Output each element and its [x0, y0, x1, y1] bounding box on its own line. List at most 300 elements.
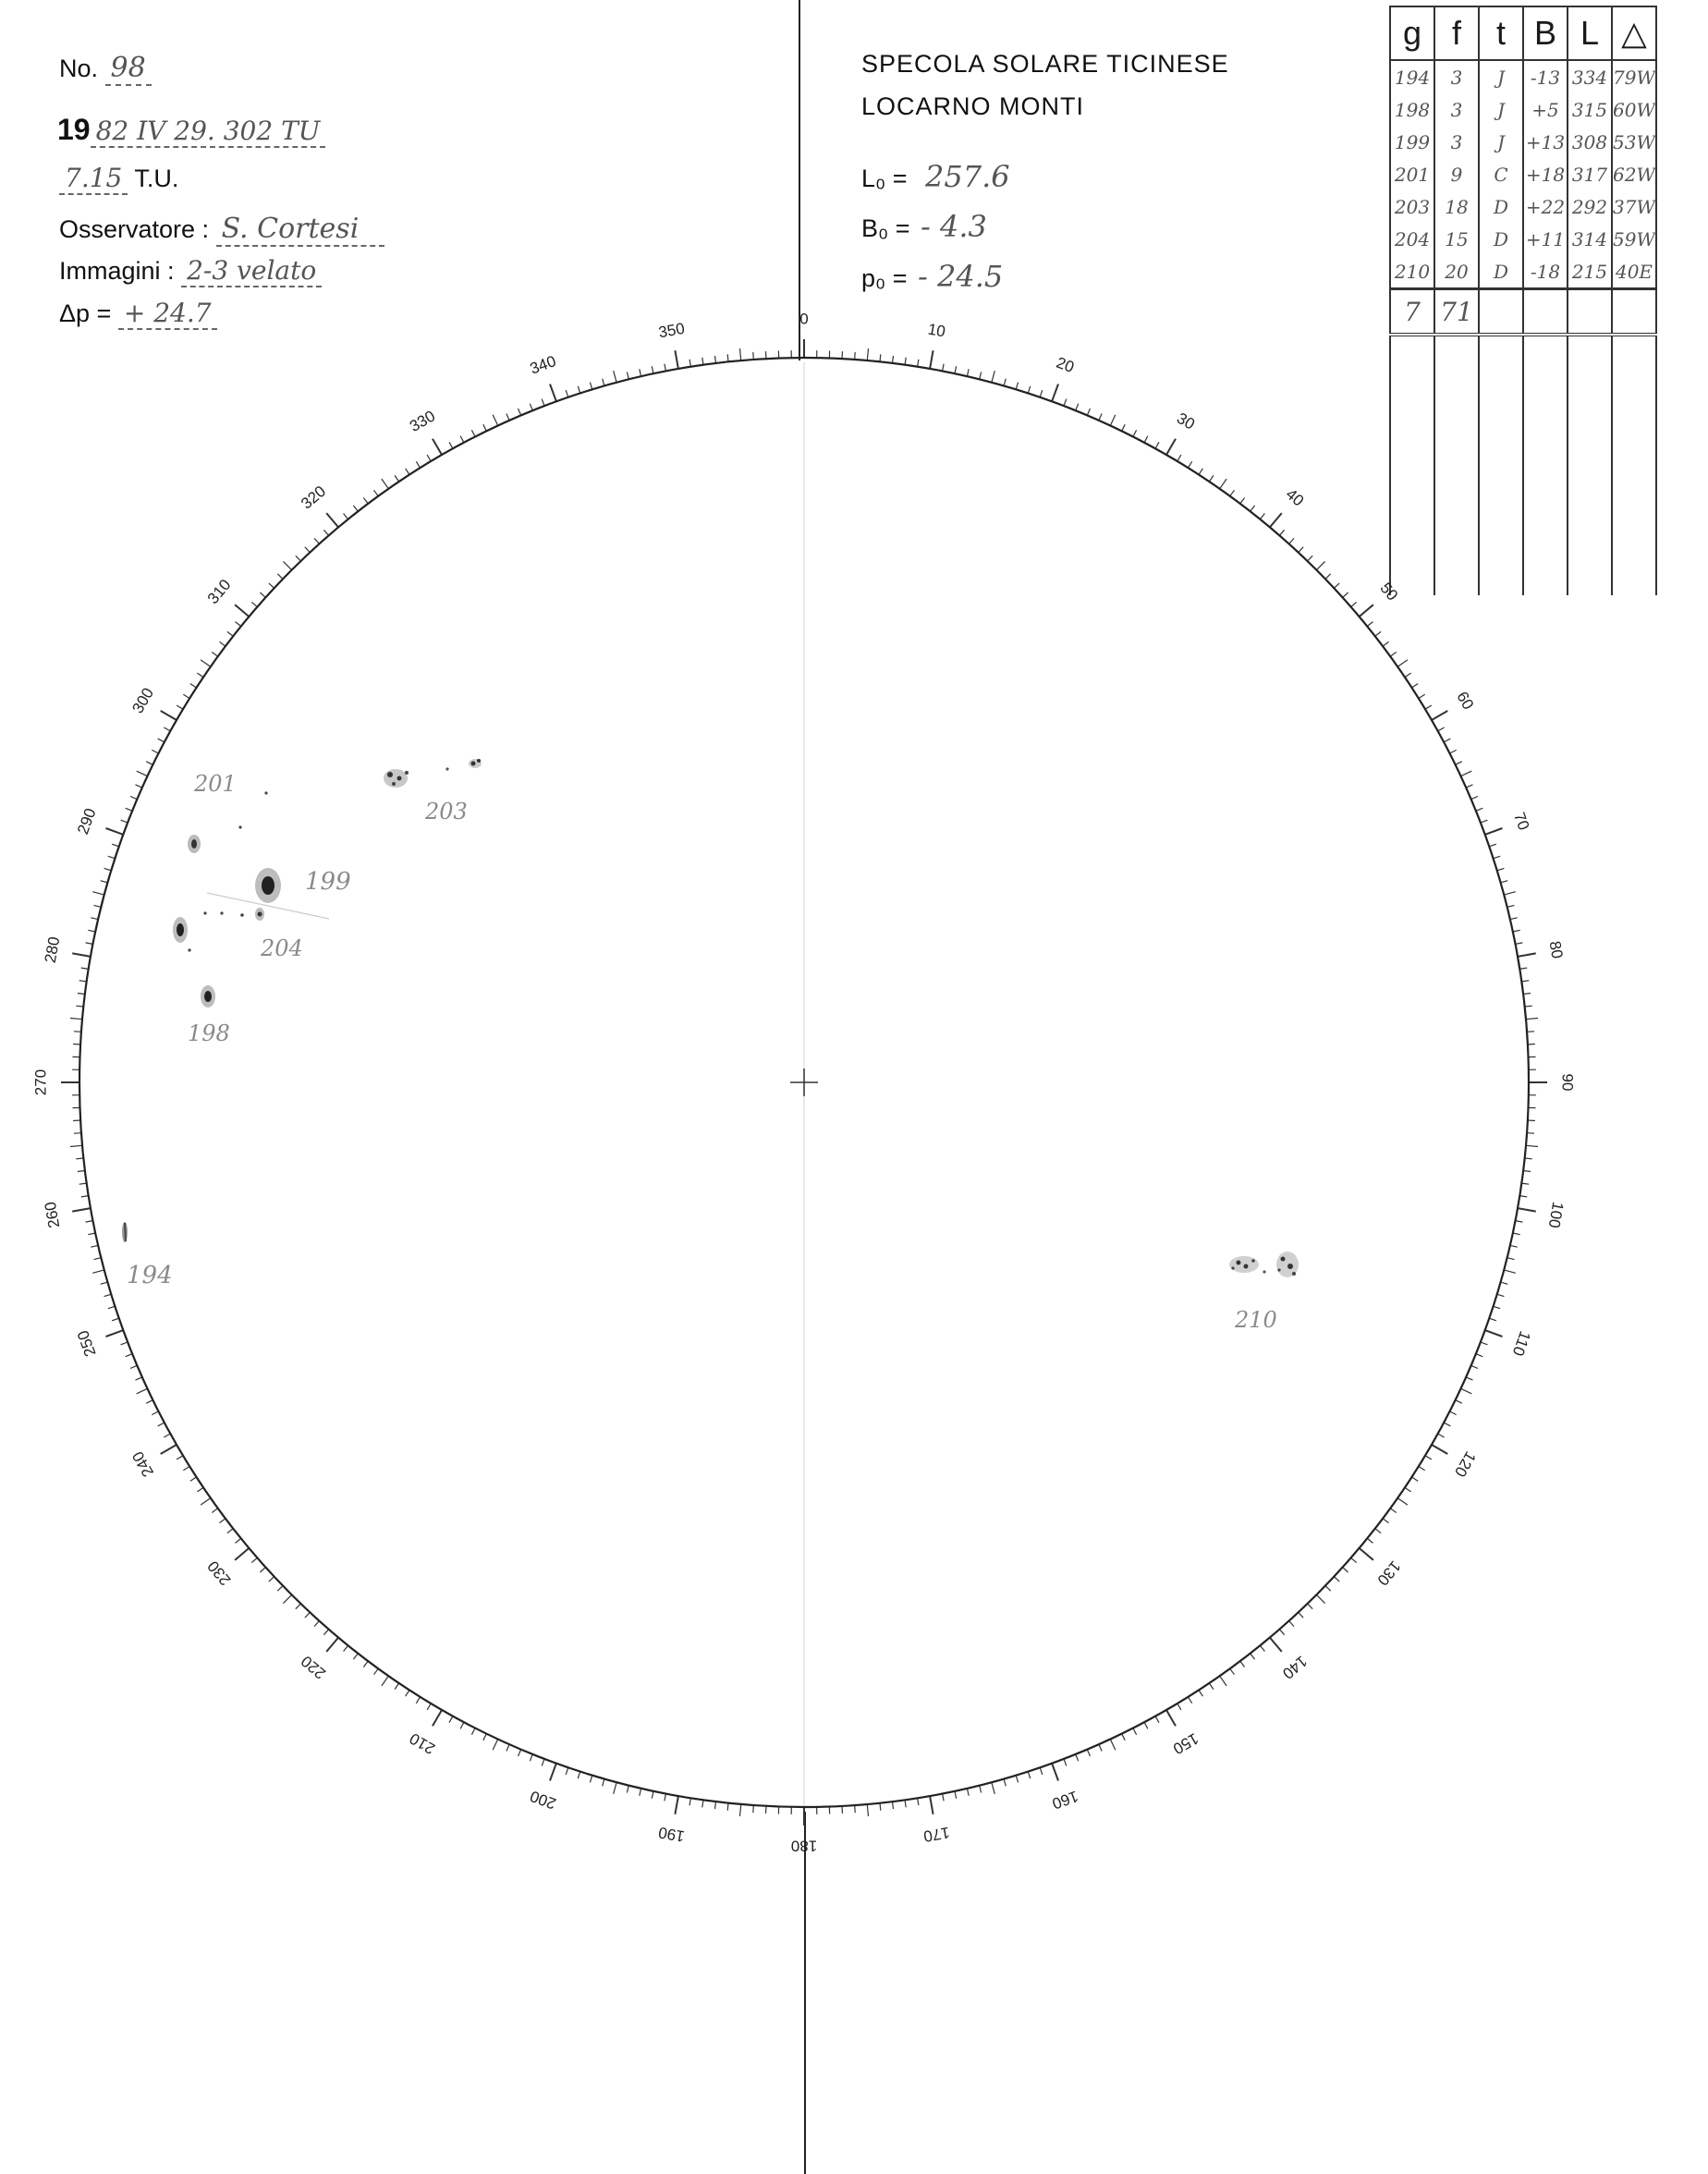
dial-tick	[235, 1548, 249, 1560]
record-number-value: 98	[105, 52, 152, 86]
dial-tick	[842, 351, 843, 359]
dial-tick	[518, 409, 521, 415]
dial-tick	[1450, 1411, 1457, 1415]
dial-tick	[70, 1019, 82, 1020]
dial-tick	[880, 1803, 881, 1811]
dial-tick	[1419, 1467, 1425, 1471]
dial-tick	[1189, 461, 1192, 468]
dial-tick	[1064, 399, 1067, 407]
dial-tick	[76, 1158, 83, 1159]
dial-tick	[101, 881, 108, 883]
dial-tick	[136, 1377, 142, 1380]
dial-tick	[305, 1612, 310, 1618]
dial-tick	[449, 1716, 453, 1723]
dial-tick	[955, 1791, 957, 1799]
col-header-L: L	[1568, 6, 1612, 60]
dial-tick	[1489, 844, 1496, 847]
center-cross	[790, 1069, 818, 1096]
dial-tick	[905, 1800, 906, 1807]
dial-tick	[201, 660, 211, 666]
dial-tick	[918, 360, 919, 367]
dial-tick	[326, 513, 338, 527]
dial-tick	[1220, 1676, 1226, 1686]
dial-tick	[1260, 1645, 1264, 1651]
dial-tick	[74, 1133, 81, 1134]
dial-tick	[1444, 739, 1450, 742]
dial-tick	[727, 1803, 728, 1811]
dial-tick	[433, 439, 442, 455]
dial-tick	[627, 373, 628, 380]
dial-tick	[1189, 1697, 1192, 1704]
dial-tick	[603, 379, 604, 386]
dial-tick	[753, 1805, 754, 1813]
dial-tick	[72, 1208, 91, 1212]
dial-tick	[197, 673, 203, 678]
table-cell: 315	[1568, 93, 1612, 126]
dial-label: 250	[74, 1327, 100, 1360]
dial-tick	[1397, 1498, 1408, 1505]
dial-tick	[94, 905, 102, 907]
dial-tick	[652, 366, 653, 373]
dial-tick	[980, 1786, 982, 1793]
dial-tick	[91, 1245, 98, 1247]
dial-tick	[108, 1306, 116, 1308]
param-p0: p₀ = - 24.5	[861, 259, 1004, 294]
dial-tick	[590, 383, 592, 390]
dial-tick	[1519, 968, 1527, 969]
dial-label: 210	[406, 1728, 439, 1758]
table-cell: -18	[1523, 255, 1568, 289]
dial-tick	[136, 785, 142, 788]
dial-tick	[1432, 1445, 1447, 1454]
dial-tick	[1494, 856, 1501, 858]
images-line: Immagini : 2-3 velato	[59, 255, 322, 287]
dial-tick	[92, 1270, 104, 1273]
dial-tick	[880, 354, 881, 361]
dial-tick	[269, 583, 274, 588]
dial-tick	[1087, 1750, 1090, 1756]
param-L0: L₀ = 257.6	[861, 159, 1010, 194]
dial-tick	[1471, 797, 1478, 800]
dial-label: 160	[1049, 1787, 1081, 1813]
dial-tick	[955, 366, 957, 373]
dial-tick	[72, 953, 91, 957]
dial-tick	[1144, 1722, 1148, 1728]
dial-tick	[126, 808, 132, 811]
images-value: 2-3 velato	[181, 255, 322, 287]
dial-tick	[715, 356, 716, 363]
dial-tick	[353, 506, 358, 511]
group-label-194: 194	[127, 1262, 173, 1289]
dial-tick	[1432, 711, 1447, 720]
dial-tick	[1016, 383, 1018, 390]
param-B0: B₀ = - 4.3	[861, 209, 987, 244]
group-label-203: 203	[425, 799, 468, 824]
table-cell: 308	[1568, 126, 1612, 158]
dial-tick	[740, 1804, 741, 1816]
table-cell: 37W	[1612, 190, 1656, 223]
dial-tick	[930, 1796, 933, 1814]
dial-tick	[702, 1800, 703, 1807]
table-cell: 40E	[1612, 255, 1656, 289]
table-cell: D	[1479, 255, 1523, 289]
dial-tick	[1497, 1294, 1505, 1296]
dial-tick	[112, 844, 119, 847]
dial-tick	[91, 918, 98, 920]
dial-tick	[1485, 828, 1503, 835]
dial-tick	[1425, 1456, 1432, 1460]
dial-tick	[483, 424, 487, 431]
dial-label: 260	[41, 1200, 64, 1230]
dial-tick	[1504, 1270, 1516, 1273]
dial-tick	[88, 930, 95, 932]
dial-tick	[1528, 1120, 1535, 1121]
dial-tick	[1308, 1604, 1313, 1609]
dial-tick	[76, 1006, 83, 1007]
dial-tick	[1390, 1508, 1396, 1513]
table-cell: +18	[1523, 158, 1568, 190]
group-label-201: 201	[194, 771, 237, 797]
date-line: 19 82 IV 29. 302 TU	[57, 113, 325, 148]
observer-value: S. Cortesi	[216, 213, 384, 247]
dial-tick	[190, 684, 197, 688]
dial-tick	[1279, 530, 1284, 535]
dial-tick	[1507, 1258, 1515, 1260]
dial-tick	[1299, 547, 1303, 553]
dial-tick	[433, 1710, 442, 1726]
dial-label: 20	[1054, 353, 1077, 376]
table-cell: J	[1479, 60, 1523, 93]
dial-tick	[137, 771, 148, 776]
dial-tick	[416, 461, 420, 468]
dial-tick	[1122, 424, 1126, 431]
dial-tick	[152, 1411, 158, 1415]
dial-tick	[1513, 1233, 1520, 1235]
dial-label: 300	[128, 684, 158, 717]
dial-tick	[493, 1740, 498, 1751]
dial-tick	[1016, 1776, 1018, 1783]
dial-tick	[1240, 498, 1245, 504]
dial-tick	[251, 602, 257, 606]
dial-tick	[1230, 1668, 1235, 1674]
dial-tick	[1220, 479, 1226, 489]
dial-tick	[1526, 1145, 1538, 1146]
dial-tick	[70, 1145, 82, 1146]
dial-tick	[518, 1750, 521, 1756]
dial-tick	[1343, 1568, 1348, 1572]
table-cell: 204	[1390, 223, 1434, 255]
dial-tick	[506, 414, 509, 421]
dial-tick	[1004, 379, 1006, 386]
dial-tick	[918, 1798, 919, 1805]
dial-label: 50	[1376, 579, 1402, 605]
dial-tick	[1250, 1654, 1255, 1659]
dial-label: 200	[527, 1787, 559, 1813]
table-cell: 79W	[1612, 60, 1656, 93]
dial-tick	[867, 1804, 868, 1816]
dial-tick	[867, 348, 868, 360]
dial-tick	[158, 739, 165, 742]
param-L0-value: 257.6	[925, 159, 1010, 194]
dial-tick	[427, 455, 431, 461]
dial-tick	[86, 1221, 93, 1223]
dial-tick	[460, 436, 464, 443]
dial-tick	[1494, 1306, 1501, 1308]
dial-tick	[1367, 1538, 1372, 1543]
dial-tick	[1481, 1342, 1488, 1345]
table-cell: 317	[1568, 158, 1612, 190]
dial-label: 110	[1508, 1328, 1534, 1359]
dial-tick	[112, 1318, 119, 1321]
dial-tick	[197, 1487, 203, 1492]
table-cell: D	[1479, 190, 1523, 223]
dial-tick	[1461, 771, 1472, 776]
group-label-198: 198	[188, 1020, 230, 1046]
dial-tick	[236, 1538, 241, 1543]
dial-label: 70	[1510, 810, 1533, 833]
dial-label: 190	[656, 1823, 687, 1846]
dial-tick	[1476, 808, 1482, 811]
dial-tick	[92, 892, 104, 895]
dial-tick	[94, 1258, 102, 1260]
dial-label: 130	[1373, 1557, 1405, 1589]
dial-label: 120	[1450, 1447, 1480, 1481]
dial-tick	[106, 828, 124, 835]
dial-tick	[101, 1282, 108, 1284]
dial-tick	[1270, 513, 1282, 527]
dial-tick	[353, 1654, 358, 1659]
table-cell: 59W	[1612, 223, 1656, 255]
dial-tick	[1521, 1183, 1529, 1184]
dial-tick	[323, 1630, 328, 1635]
dial-tick	[277, 574, 283, 580]
dial-tick	[344, 514, 348, 519]
dial-tick	[992, 371, 994, 383]
dial-tick	[1351, 1557, 1357, 1562]
dial-tick	[1110, 1740, 1116, 1751]
dial-tick	[161, 711, 177, 720]
dial-tick	[1504, 892, 1516, 895]
dial-tick	[1064, 1759, 1067, 1766]
dial-label: 310	[203, 576, 235, 608]
total-spots: 71	[1434, 289, 1479, 336]
dial-tick	[1456, 1400, 1462, 1404]
dial-tick	[374, 1668, 379, 1674]
dial-tick	[277, 1586, 283, 1592]
dial-tick	[1076, 1754, 1079, 1761]
dial-tick	[220, 641, 226, 646]
dial-tick	[79, 981, 87, 982]
dial-tick	[1471, 1365, 1478, 1368]
dial-tick	[1209, 1683, 1214, 1690]
dial-tick	[1466, 1377, 1472, 1380]
table-cell: -13	[1523, 60, 1568, 93]
dial-tick	[212, 653, 217, 657]
dial-tick	[86, 943, 93, 945]
sunspot-group-210	[1229, 1252, 1299, 1333]
dial-tick	[893, 1801, 894, 1809]
dial-tick	[1405, 1487, 1411, 1492]
dial-tick	[1527, 1133, 1534, 1134]
date-value: 82 IV 29. 302 TU	[91, 116, 326, 148]
dial-tick	[1425, 705, 1432, 709]
dial-tick	[81, 968, 89, 969]
dial-tick	[1040, 390, 1043, 397]
dial-tick	[269, 1577, 274, 1582]
table-cell: J	[1479, 93, 1523, 126]
dial-tick	[1076, 404, 1079, 410]
dial-tick	[227, 1529, 233, 1533]
dial-tick	[283, 1594, 291, 1603]
dial-tick	[283, 561, 291, 569]
dial-tick	[614, 1782, 616, 1794]
dial-tick	[1270, 1638, 1282, 1652]
dial-tick	[689, 360, 690, 367]
dial-tick	[665, 364, 666, 372]
dial-tick	[766, 351, 767, 359]
table-cell: 53W	[1612, 126, 1656, 158]
dial-tick	[126, 1354, 132, 1357]
dial-tick	[893, 356, 894, 363]
dial-tick	[665, 1794, 666, 1801]
dial-tick	[675, 350, 678, 369]
dial-tick	[740, 348, 741, 360]
dial-tick	[1279, 1630, 1284, 1635]
dial-tick	[183, 1467, 189, 1471]
table-cell: 292	[1568, 190, 1612, 223]
dial-tick	[121, 820, 128, 823]
dial-label: 320	[298, 482, 330, 513]
dial-tick	[1412, 684, 1419, 688]
dial-tick	[1516, 943, 1523, 945]
table-cell: 203	[1390, 190, 1434, 223]
dial-tick	[753, 352, 754, 360]
dial-tick	[81, 1196, 89, 1197]
dial-label: 340	[527, 352, 559, 378]
dial-tick	[1199, 469, 1202, 475]
dial-tick	[382, 479, 388, 489]
dial-tick	[406, 1691, 409, 1697]
dial-tick	[1155, 442, 1159, 448]
dial-tick	[1325, 574, 1331, 580]
dial-tick	[578, 386, 580, 394]
dial-tick	[406, 469, 409, 475]
dial-tick	[1360, 1548, 1373, 1560]
dial-label: 180	[790, 1837, 818, 1855]
table-cell: 3	[1434, 126, 1479, 158]
table-cell: 201	[1390, 158, 1434, 190]
dial-label: 0	[799, 310, 809, 328]
table-cell: J	[1479, 126, 1523, 158]
dial-tick	[260, 592, 265, 597]
group-label-199: 199	[305, 868, 351, 896]
dial-tick	[460, 1722, 464, 1728]
dial-tick	[715, 1801, 716, 1809]
dial-tick	[1528, 1044, 1535, 1045]
dial-tick	[1230, 490, 1235, 495]
dial-tick	[702, 358, 703, 365]
dial-tick	[314, 538, 319, 544]
dial-tick	[121, 1342, 128, 1345]
sunspot-group-198	[188, 985, 230, 1046]
dial-tick	[967, 1789, 969, 1796]
dial-label: 100	[1544, 1200, 1568, 1230]
dial-tick	[79, 1183, 87, 1184]
dial-tick	[675, 1796, 678, 1814]
dial-tick	[1526, 1019, 1538, 1020]
dial-tick	[106, 1330, 124, 1337]
dial-label: 270	[31, 1069, 50, 1096]
dial-tick	[146, 762, 152, 765]
dial-tick	[1497, 868, 1505, 870]
dial-label: 150	[1169, 1728, 1202, 1758]
table-cell: +13	[1523, 126, 1568, 158]
table-cell: 9	[1434, 158, 1479, 190]
dial-tick	[130, 1365, 137, 1368]
dial-tick	[566, 1767, 568, 1775]
dial-tick	[220, 1519, 226, 1523]
dial-tick	[1485, 1330, 1503, 1337]
dial-label: 350	[656, 319, 687, 342]
dial-tick	[506, 1744, 509, 1751]
table-cell: 3	[1434, 93, 1479, 126]
sunspot-group-203	[384, 759, 482, 824]
dial-tick	[1166, 1710, 1176, 1726]
dial-tick	[640, 1789, 641, 1796]
dial-tick	[1308, 556, 1313, 561]
table-cell: 314	[1568, 223, 1612, 255]
dial-tick	[1412, 1477, 1419, 1481]
col-header-t: t	[1479, 6, 1523, 60]
dial-tick	[1133, 1728, 1137, 1735]
dial-tick	[578, 1772, 580, 1779]
dial-tick	[483, 1734, 487, 1740]
dial-tick	[78, 994, 85, 995]
dial-tick	[73, 1120, 80, 1121]
dial-tick	[1507, 905, 1515, 907]
dial-tick	[1166, 439, 1176, 455]
dial-tick	[471, 430, 475, 436]
dial-tick	[227, 631, 233, 636]
table-cell: 62W	[1612, 158, 1656, 190]
dial-tick	[73, 1044, 80, 1045]
dial-tick	[164, 727, 170, 731]
dial-tick	[1133, 430, 1137, 436]
dial-label: 240	[128, 1447, 158, 1481]
dial-tick	[416, 1697, 420, 1704]
dial-tick	[1360, 605, 1373, 617]
dial-tick	[1438, 727, 1445, 731]
dial-label: 330	[406, 407, 439, 436]
dial-tick	[1325, 1586, 1331, 1592]
dial-tick	[1405, 673, 1411, 678]
dial-tick	[88, 1233, 95, 1235]
dial-tick	[627, 1786, 628, 1793]
dial-tick	[1438, 1434, 1445, 1437]
dial-label: 30	[1174, 409, 1198, 434]
dial-tick	[1040, 1767, 1043, 1775]
dial-label: 170	[921, 1823, 952, 1846]
dial-tick	[1177, 455, 1181, 461]
sunspot-group-199	[207, 868, 351, 919]
dial-tick	[980, 373, 982, 380]
dial-tick	[652, 1791, 653, 1799]
dial-tick	[108, 856, 116, 858]
dial-tick	[1513, 930, 1520, 932]
dial-tick	[1260, 514, 1264, 519]
dial-tick	[530, 1754, 532, 1761]
dial-tick	[1516, 1221, 1523, 1223]
